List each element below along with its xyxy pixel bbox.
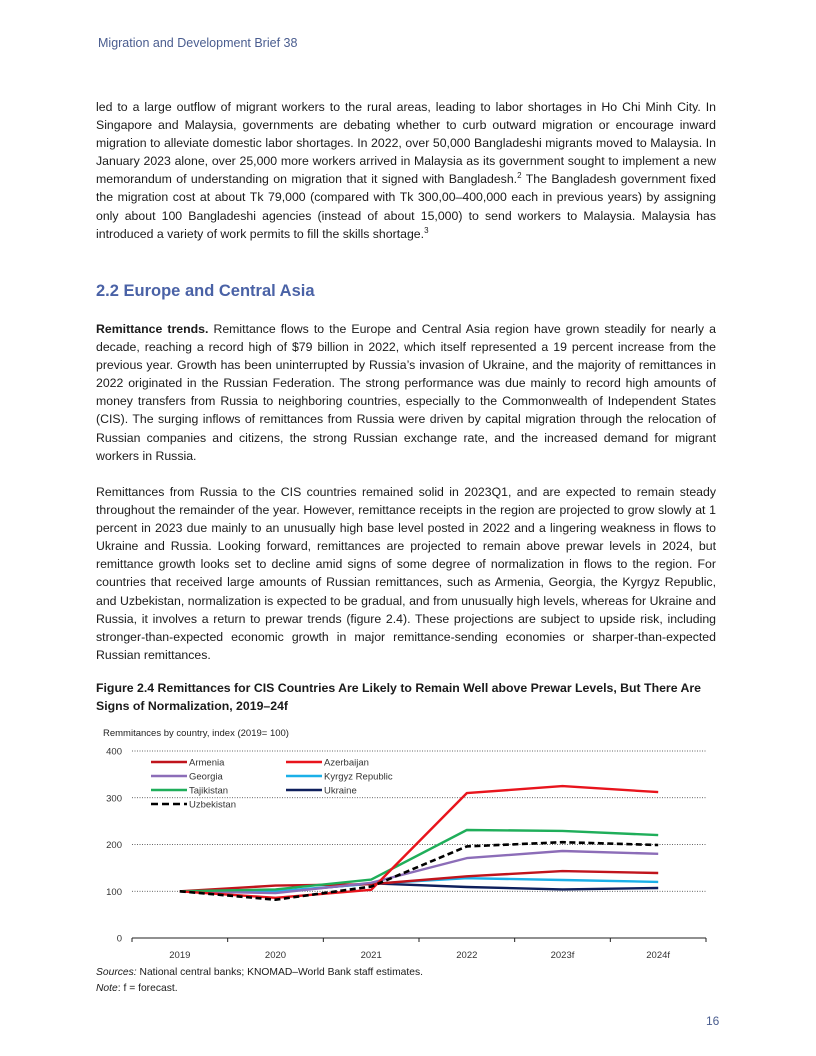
x-tick-label: 2020 — [264, 950, 287, 961]
y-tick-label: 200 — [106, 840, 122, 851]
paragraph-lead: Remittance trends. — [96, 322, 209, 336]
running-header: Migration and Development Brief 38 — [98, 36, 298, 50]
note-label: Note — [96, 983, 118, 994]
y-tick-label: 0 — [116, 933, 122, 945]
legend-label-uzbekistan: Uzbekistan — [189, 799, 236, 811]
line-chart — [96, 724, 716, 964]
paragraph-asia-labor — [96, 98, 716, 243]
y-tick-label: 400 — [106, 746, 122, 758]
x-tick-label: 2024f — [646, 950, 671, 961]
legend-label-azerbaijan: Azerbaijan — [324, 757, 369, 769]
legend-label-armenia: Armenia — [189, 757, 225, 769]
paragraph-text: led to a large outflow of migrant workers to the rural areas, leading to labor shortages in Ho Chi Minh City. In Singapore and Malaysia, governments are debating whether to curb outward migration or encourage inward migration to alleviate domestic labor shortages. In 2022, over 50,000 Bangladeshi migrants moved to Malaysia. In January 2023 alone, over 25,000 more workers arrived in Malaysia as its government sought to implement a new memorandum of understanding on migration that it signed with Bangladesh. — [96, 100, 716, 187]
section-heading: 2.2 Europe and Central Asia — [96, 282, 315, 300]
figure-title: Figure 2.4 Remittances for CIS Countries Are Likely to Remain Well above Prewar Levels, But There Are Signs of Normalization, 2019–24f — [96, 681, 702, 713]
legend-label-kyrgyz-republic: Kyrgyz Republic — [324, 771, 393, 783]
footnote-ref[interactable]: 3 — [424, 225, 429, 235]
y-tick-label: 100 — [106, 886, 122, 898]
footnote-ref[interactable]: 2 — [517, 171, 522, 181]
sources-line — [96, 965, 423, 981]
paragraph-text: The Bangladesh government fixed the migration cost at about Tk 79,000 (compared with Tk 300,00–400,000 each in previous years) by assigning only about 100 Bangladeshi agencies (instead of about 15,000) to send workers to Malaysia. Malaysia has introduced a variety of work permits to fill the skills shortage. — [96, 172, 716, 241]
legend-label-ukraine: Ukraine — [324, 785, 357, 797]
legend-label-tajikistan: Tajikistan — [189, 785, 229, 797]
note-text: : f = forecast. — [117, 983, 178, 994]
sources-label: Sources: — [96, 967, 137, 978]
x-tick-label: 2023f — [550, 950, 575, 961]
chart-container — [96, 724, 716, 964]
y-tick-label: 300 — [106, 793, 122, 805]
paragraph-text: Remittance flows to the Europe and Central Asia region have grown steadily for nearly a decade, reaching a record high of $79 billion in 2022, which itself represented a 19 percent increase from the previous year. Growth has been uninterrupted by Russia’s invasion of Ukraine, and the majority of remittances in 2022 originated in the Russian Federation. The strong performance was due mainly to record high amounts of money transfers from Russia to neighboring countries, especially to the Commonwealth of Independent States (CIS). The surging inflows of remittances from Russia were driven by capital migration through the relocation of Russian companies and citizens, the strong Russian exchange rate, and the increased demand for migrant workers in Russia. — [96, 322, 716, 463]
paragraph-outlook: Remittances from Russia to the CIS countries remained solid in 2023Q1, and are expected to remain steady throughout the remainder of the year. However, remittance receipts in the region are projected to grow slowly at 1 percent in 2023 due mainly to an unusually high base level posted in 2022 and a lingering weakness in flows to Ukraine and Russia. Looking forward, remittances are projected to remain above prewar levels in 2024, but remittance growth looks set to decline amid signs of some degree of normalization in flows to the region. For countries that received large amounts of Russian remittances, such as Armenia, Georgia, the Kyrgyz Republic, and Uzbekistan, normalization is expected to be gradual, and from unusually high levels, whereas for Ukraine and Russia, it involves a return to prewar trends (figure 2.4). These projections are subject to upside risk, including stronger-than-expected economic growth in major remittance-sending economies or sharper-than-expected Russian remittances. — [96, 485, 716, 662]
paragraph-remittance-trends — [96, 320, 716, 465]
x-tick-label: 2021 — [360, 950, 382, 961]
x-tick-label: 2019 — [169, 950, 191, 961]
page-number: 16 — [706, 1014, 720, 1028]
legend-label-georgia: Georgia — [189, 771, 223, 783]
note-line — [96, 981, 423, 997]
x-tick-label: 2022 — [456, 950, 478, 961]
y-axis-title: Remmitances by country, index (2019= 100) — [103, 728, 289, 739]
sources-text: National central banks; KNOMAD–World Bank staff estimates. — [136, 967, 423, 978]
figure-notes — [96, 965, 423, 997]
